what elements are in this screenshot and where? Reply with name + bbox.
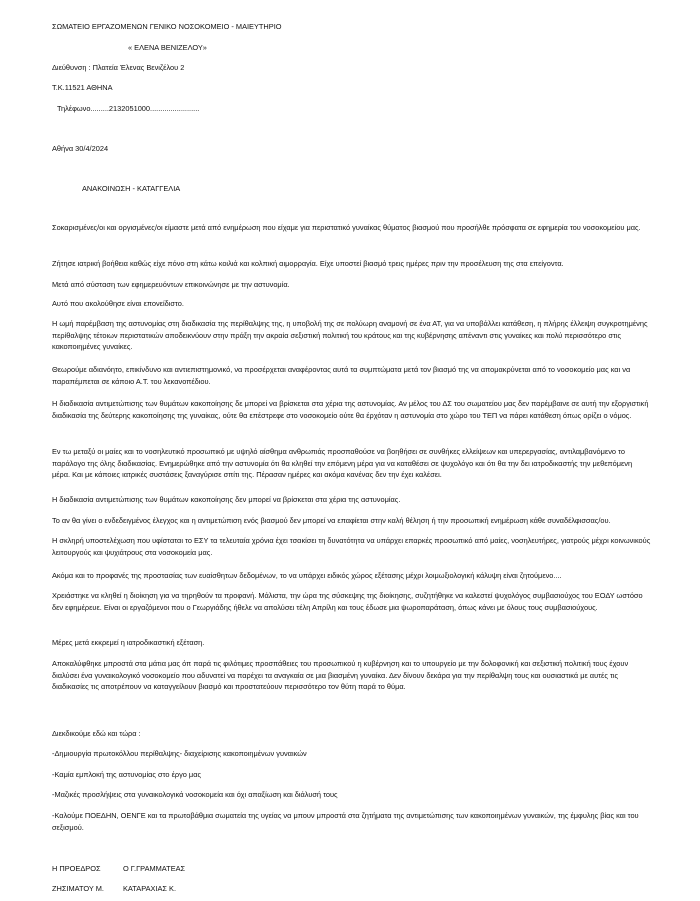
paragraph-3: Μετά από σύσταση των εφημερευόντων επικοινώνησε με την αστυνομία. bbox=[52, 280, 290, 289]
paragraph-9: Η διαδικασία αντιμετώπισης των θυμάτων κακοποίησης δεν μπορεί να βρίσκεται στα χέρια της αστυνομίας. bbox=[52, 495, 401, 504]
paragraph-7: Η διαδικασία αντιμετώπισης των θυμάτων κακοποίησης δε μπορεί να βρίσκεται στα χέρια της αστυνομίας. Αν μέλος του ΔΣ του σωματείου μας δεν παρέμβαινε σε αυτή την εξοργιστική διαδικασία της δεύτερης κακοποίησης της γυναίκας, ούτε θα επέστρεφε στο νοσοκομείο ούτε θα έρχόταν η αστυνομία στο χώρο του ΤΕΠ να πάρει κατάθεση όπως ορίζει ο νόμος. bbox=[52, 399, 649, 420]
hospital-name: « ΕΛΕΝΑ ΒΕΝΙΖΕΛΟΥ» bbox=[128, 43, 207, 52]
paragraph-15: Αποκαλύφθηκε μπροστά στα μάτια μας όπ παρά τις φιλότιμες προσπάθειες του προσωπικού η κυβέρνηση και το υπουργείο με την δολοφονική και σεξιστική πολιτική τους έχουν διαλύσει ένα γυναικολογικό νοσοκομείο που αδυνατεί να παρέχει τα αναγκαία σε μια βιασμένη γυναίκα. Δεν δίνουν δεκάρα για την περίθαλψη τους και ουσιαστικά με αυτές τις διαδικασίες τις αποτρέπουν να καταγγείλουν βιασμό και προστατεύουν περισσότερο τον θύτη παρά το θύμα. bbox=[52, 659, 629, 691]
paragraph-5: Η ωμή παρέμβαση της αστυνομίας στη διαδικασία της περίθαλψης της, η υποβολή της σε πολύωρη αναμονή σε ένα ΑΤ, για να υποβάλλει κατάθεση, η πλήρης έλλειψη συγκροτημένης περίθαλψης τέτοιων περιστατικών αποδεικνύουν στην πράξη την ακραία σεξιστική πολιτική του κράτους και της κυβέρνησης απέναντι στις γυναίκες και πολύ περισσότερο στις κακοποιημένες γυναίκες. bbox=[52, 319, 648, 351]
paragraph-11: Η σκληρή υποστελέχωση που υφίσταται το ΕΣΥ τα τελευταία χρόνια έχει τσακίσει τη δυνατότητα να υπάρχει επαρκές προσωπικό από μαίες, νοσηλευτήρες, γιατρούς μέχρι κοινωνικούς λειτουργούς και ψυχιάτρους στα νοσοκομεία μας. bbox=[52, 536, 651, 557]
document-title: ΑΝΑΚΟΙΝΩΣΗ - ΚΑΤΑΓΓΕΛΙΑ bbox=[82, 184, 181, 193]
phone-line: Τηλέφωνο.........2132051000........................ bbox=[57, 104, 200, 113]
paragraph-4: Αυτό που ακολούθησε είναι επονείδιστο. bbox=[52, 299, 184, 308]
paragraph-14: Μέρες μετά εκκρεμεί η ιατροδικαστική εξέταση. bbox=[52, 638, 205, 647]
paragraph-10: Το αν θα γίνει ο ενδεδειγμένος έλεγχος και η αντιμετώπιση ενός βιασμού δεν μπορεί να επαφίεται στην καλή θέληση ή την προσωπική ενημέρωση κάθε συναδέλφισσας/ου. bbox=[52, 516, 611, 525]
president-name: ΖΗΣΙΜΑΤΟΥ Μ. bbox=[52, 884, 104, 893]
demand-item: -Μαζικές προσλήψεις στα γυναικολογικά νοσοκομεία και όχι απαξίωση και διάλυσή τους bbox=[52, 790, 338, 799]
demands-intro: Διεκδικούμε εδώ και τώρα : bbox=[52, 729, 141, 738]
paragraph-2: Ζήτησε ιατρική βοήθεια καθώς είχε πόνο στη κάτω κοιλιά και κολπική αιμορραγία. Είχε υποστεί βιασμό τρεις ημέρες πριν την προσέλευση της στα επείγοντα. bbox=[52, 259, 564, 268]
paragraph-13: Χρειάστηκε να κληθεί η διοίκηση για να τηρηθούν τα προφανή. Μάλιστα, την ώρα της σύσκεψης της διοίκησης, συζητήθηκε να καλεστεί ψυχολόγος συμβασιούχος του ΕΟΔΥ ωστόσο δεν εφημέρευε. Είναι οι εργαζόμενοι που ο Γεωργιάδης ήθελε να απολύσει τέλη Απρίλη και τους έδωσε μια ψωροπαράταση, όπως κάνει με όλους τους συμβασιούχους. bbox=[52, 591, 643, 612]
demand-item: -Δημιουργία πρωτοκόλλου περίθαλψης- διαχείρισης κακοποιημένων γυναικών bbox=[52, 749, 307, 758]
president-role: Η ΠΡΟΕΔΡΟΣ bbox=[52, 864, 101, 873]
union-name: ΣΩΜΑΤΕΙΟ ΕΡΓΑΖΟΜΕΝΩΝ ΓΕΝΙΚΟ ΝΟΣΟΚΟΜΕΙΟ - ΜΑΙΕΥΤΗΡΙΟ bbox=[52, 22, 282, 31]
demand-item: -Καλούμε ΠΟΕΔΗΝ, ΟΕΝΓΕ και τα πρωτοβάθμια σωματεία της υγείας να μπουν μπροστά στα ζητήματα της αντιμετώπισης των κακοποιημένων γυναικών, της έμφυλης βίας και του σεξισμού. bbox=[52, 811, 639, 832]
secretary-role: Ο Γ.ΓΡΑΜΜΑΤΕΑΣ bbox=[123, 864, 186, 873]
paragraph-8: Εν τω μεταξύ οι μαίες και το νοσηλευτικό προσωπικό με υψηλό αίσθημα ανθρωπιάς προσπαθούσε να βοηθήσει σε συνθήκες ελλείψεων και υπερεργασίας, αντιλαμβανόμενο το παράλογο της όλης διαδικασίας. Ενημερώθηκε από την αστυνομία ότι θα κληθεί την επόμενη μέρα για να καταθέσει σε ψυχολόγο και ότι θα την δει ιατροδικαστής την μεθεπόμενη μέρα. Και με κάποιες ιατρικές συστάσεις ξαναγύρισε σπίτι της. Πέρασαν ημέρες και ακόμα κανένας δεν την έχει καλέσει. bbox=[52, 447, 633, 479]
postal-code-line: Τ.Κ.11521 ΑΘΗΝΑ bbox=[52, 83, 113, 92]
date-line: Αθήνα 30/4/2024 bbox=[52, 144, 109, 153]
address-line: Διεύθυνση : Πλατεία Έλενας Βενιζέλου 2 bbox=[52, 63, 185, 72]
paragraph-1: Σοκαρισμένες/οι και οργισμένες/οι είμαστε μετά από ενημέρωση που είχαμε για περιστατικό γυναίκας θύματος βιασμού που προσήλθε πρόσφατα σε εφημερία του νοσοκομείου μας. bbox=[52, 223, 641, 232]
secretary-name: ΚΑΤΑΡΑΧΙΑΣ Κ. bbox=[123, 884, 177, 893]
demand-item: -Καμία εμπλοκή της αστυνομίας στο έργο μας bbox=[52, 770, 202, 779]
paragraph-6: Θεωρούμε αδιανόητο, επικίνδυνο και αντιεπιστημονικό, να προσέρχεται αναφέροντας αυτά τα συμπτώματα μετά τον βιασμό της να απομακρύνεται από το νοσοκομείο μας και να παραπέμπεται σε κάποιο Α.Τ. του λεκανοπέδιου. bbox=[52, 365, 631, 386]
paragraph-12: Ακόμα και το προφανές της προστασίας των ευαίσθητων δεδομένων, το να υπάρχει ειδικός χώρος εξέτασης μέχρι λοιμωξιολογική κάλυψη είναι ζητούμενο.... bbox=[52, 571, 562, 580]
